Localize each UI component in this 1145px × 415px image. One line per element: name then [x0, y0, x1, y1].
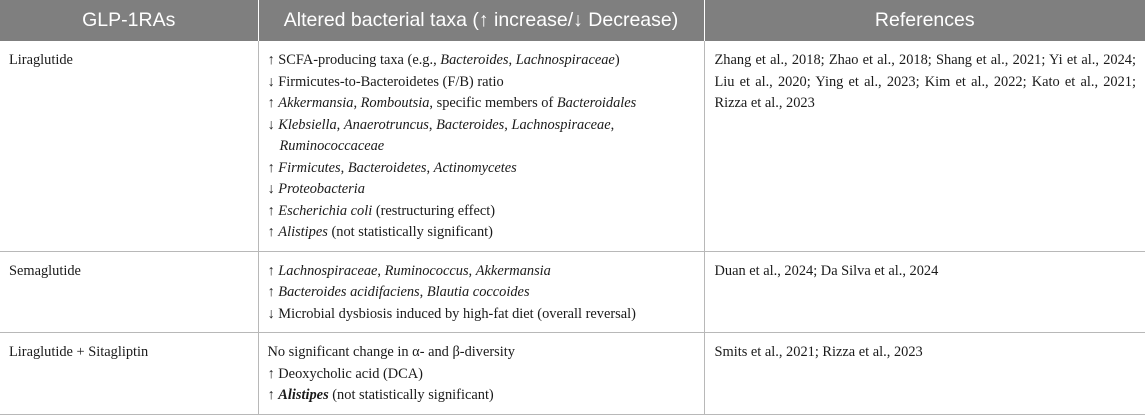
references-cell: Duan et al., 2024; Da Silva et al., 2024: [704, 251, 1145, 333]
taxa-line: ↑ Lachnospiraceae, Ruminococcus, Akkermansia: [267, 262, 551, 279]
taxa-line: ↓ Microbial dysbiosis induced by high-fat diet (overall reversal): [267, 305, 636, 322]
taxa-line: ↑ Alistipes (not statistically significant): [267, 387, 494, 403]
drug-cell: Liraglutide: [0, 41, 258, 251]
taxa-line: ↓ Proteobacteria: [267, 181, 365, 197]
table-row: [0, 41, 1145, 251]
taxa-line: ↑ Escherichia coli (restructuring effect): [267, 202, 496, 219]
references-cell: Zhang et al., 2018; Zhao et al., 2018; Shang et al., 2021; Yi et al., 2024; Liu et al., 2020; Ying et al., 2023; Kim et al., 2022; Kato et al., 2021; Rizza et al., 2023: [704, 41, 1145, 251]
taxa-cell: [258, 333, 704, 415]
taxa-line: ↑ Deoxycholic acid (DCA): [267, 365, 423, 382]
drug-cell: Semaglutide: [0, 251, 258, 333]
taxa-line: ↓ Firmicutes-to-Bacteroidetes (F/B) ratio: [267, 73, 504, 90]
taxa-line: ↑ Alistipes (not statistically significant): [267, 224, 493, 240]
header-altered-taxa: Altered bacterial taxa (↑ increase/↓ Decrease): [258, 0, 704, 41]
taxa-line: ↑ Firmicutes, Bacteroidetes, Actinomycetes: [267, 159, 517, 176]
taxa-line: No significant change in α- and β-diversity: [267, 344, 515, 360]
table-body: [0, 41, 1145, 414]
taxa-line: Ruminococcaceae: [279, 138, 385, 154]
taxa-cell: [258, 41, 704, 251]
references-cell: Smits et al., 2021; Rizza et al., 2023: [704, 333, 1145, 415]
table-row: [0, 251, 1145, 333]
taxa-line: ↑ Akkermansia, Romboutsia, specific members of Bacteroidales: [267, 95, 637, 111]
taxa-cell: [258, 251, 704, 333]
drug-cell: Liraglutide + Sitagliptin: [0, 333, 258, 415]
header-row: [0, 0, 1145, 41]
table-header: [0, 0, 1145, 41]
table-row: [0, 333, 1145, 415]
header-glp1ras: GLP-1RAs: [0, 0, 258, 41]
taxa-line: ↓ Klebsiella, Anaerotruncus, Bacteroides, Lachnospiraceae,: [267, 116, 615, 133]
header-references: References: [704, 0, 1145, 41]
taxa-line: ↑ Bacteroides acidifaciens, Blautia coccoides: [267, 284, 530, 300]
taxa-line: ↑ SCFA-producing taxa (e.g., Bacteroides, Lachnospiraceae): [267, 52, 620, 68]
